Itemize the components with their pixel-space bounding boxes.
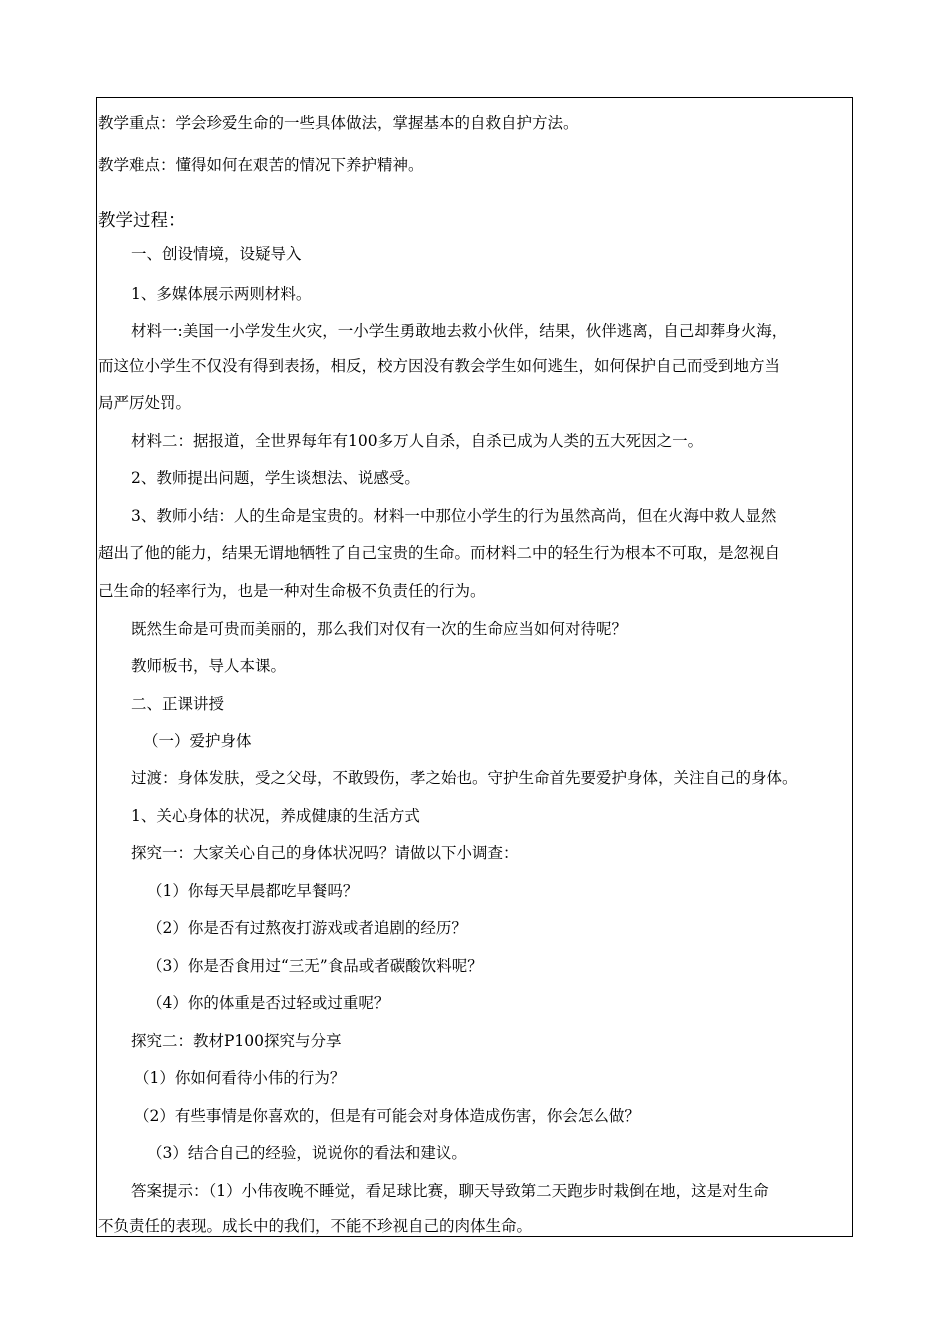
teaching-difficulty: 教学难点：懂得如何在艰苦的情况下养护精神。	[98, 156, 424, 174]
section-heading: 一、创设情境，设疑导入	[131, 245, 302, 263]
paragraph: 己生命的轻率行为，也是一种对生命极不负责任的行为。	[98, 582, 486, 600]
section-heading: 二、正课讲授	[131, 695, 225, 713]
subsection-heading: 1、关心身体的状况，养成健康的生活方式	[131, 807, 420, 825]
paragraph: 2、教师提出问题，学生谈想法、说感受。	[131, 469, 420, 487]
paragraph: 3、教师小结：人的生命是宝贵的。材料一中那位小学生的行为虽然高尚，但在火海中救人显然	[131, 507, 777, 525]
paragraph: 既然生命是可贵而美丽的，那么我们对仅有一次的生命应当如何对待呢？	[131, 620, 628, 638]
list-item: （1）你每天早晨都吃早餐吗？	[147, 882, 359, 900]
list-item: （2）你是否有过熬夜打游戏或者追剧的经历？	[147, 919, 467, 937]
row-divider-right	[852, 180, 853, 204]
paragraph: 教师板书，导人本课。	[131, 657, 287, 675]
paragraph: 探究一：大家关心自己的身体状况吗？请做以下小调查：	[131, 844, 519, 862]
paragraph: 1、多媒体展示两则材料。	[131, 285, 312, 303]
process-title: 教学过程：	[98, 211, 186, 231]
paragraph: 而这位小学生不仅没有得到表扬，相反，校方因没有教会学生如何逃生，如何保护自己而受到地方当	[98, 357, 781, 375]
paragraph: 超出了他的能力，结果无谓地牺牲了自己宝贵的生命。而材料二中的轻生行为根本不可取，是忽视自	[98, 544, 781, 562]
subsection-heading: （一）爱护身体	[143, 732, 252, 750]
list-item: （4）你的体重是否过轻或过重呢？	[147, 994, 390, 1012]
list-item: （1）你如何看待小伟的行为？	[134, 1069, 346, 1087]
teaching-focus: 教学重点：学会珍爱生命的一些具体做法，掌握基本的自救自护方法。	[98, 114, 579, 132]
paragraph: 不负责任的表现。成长中的我们，不能不珍视自己的肉体生命。	[98, 1217, 533, 1235]
row-divider-left	[96, 180, 97, 204]
paragraph: 材料一:美国一小学发生火灾，一小学生勇敢地去救小伙伴，结果，伙伴逃离，自己却葬身火海，	[131, 322, 788, 340]
paragraph: 过渡：身体发肤，受之父母，不敢毁伤，孝之始也。守护生命首先要爱护身体，关注自己的身体。	[131, 769, 798, 787]
paragraph: 材料二：据报道，全世界每年有100多万人自杀，自杀已成为人类的五大死因之一。	[131, 432, 704, 450]
list-item: （3）你是否食用过“三无”食品或者碳酸饮料呢？	[147, 957, 483, 975]
list-item: （2）有些事情是你喜欢的，但是有可能会对身体造成伤害，你会怎么做？	[134, 1107, 640, 1125]
paragraph: 局严厉处罚。	[98, 394, 192, 412]
paragraph: 探究二：教材P100探究与分享	[131, 1032, 342, 1050]
list-item: （3）结合自己的经验，说说你的看法和建议。	[147, 1144, 467, 1162]
paragraph: 答案提示：（1）小伟夜晚不睡觉，看足球比赛，聊天导致第二天跑步时栽倒在地，这是对生命	[131, 1182, 769, 1200]
